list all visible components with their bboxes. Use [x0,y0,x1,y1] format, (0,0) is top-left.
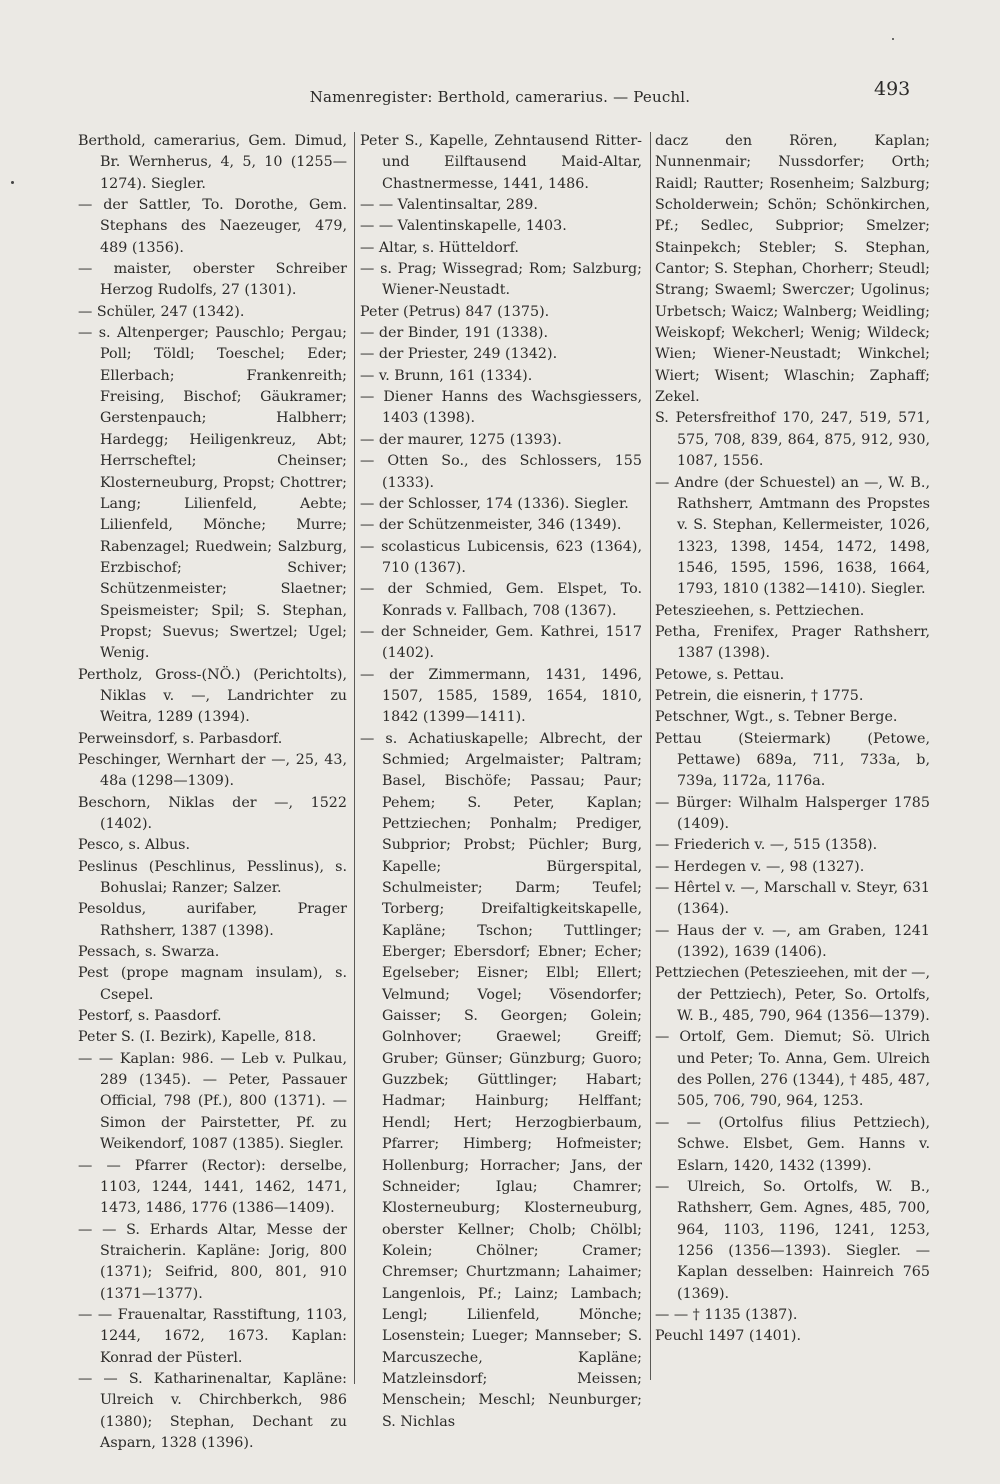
margin-speck [11,181,14,184]
margin-speck-top [892,38,894,40]
index-entry: — scolasticus Lubicensis, 623 (1364), 710 (1367). [360,538,642,576]
index-entry: — Bürger: Wilhalm Halsperger 1785 (1409). [655,794,930,832]
index-entry: — — Valentinskapelle, 1403. [360,218,567,235]
column-rule-right [650,132,651,1380]
index-entry: Pestorf, s. Paasdorf. [78,1008,222,1025]
index-entry: — v. Brunn, 161 (1334). [360,367,533,384]
index-entry: — Diener Hanns des Wachsgiessers, 1403 (1398). [360,389,642,427]
index-entry: — — † 1135 (1387). [655,1306,798,1323]
index-entry: — der Priester, 249 (1342). [360,346,558,363]
index-entry: — Friederich v. —, 515 (1358). [655,837,878,854]
page-number: 493 [874,78,911,100]
index-entry: — der Schmied, Gem. Elspet, To. Konrads v. Fallbach, 708 (1367). [360,581,642,619]
index-entry: Berthold, camerarius, Gem. Dimud, Br. Wernherus, 4, 5, 10 (1255—1274). Siegler. [78,133,347,192]
index-entry: — Schüler, 247 (1342). [78,303,245,320]
index-entry: S. Petersfreithof 170, 247, 519, 571, 575, 708, 839, 864, 875, 912, 930, 1087, 1556. [655,410,930,470]
index-entry: Peteszieehen, s. Pettziechen. [655,602,865,619]
index-entry: — Hêrtel v. —, Marschall v. Steyr, 631 (1364). [655,880,930,918]
index-entry: Petha, Frenifex, Prager Rathsherr, 1387 (1398). [655,623,930,662]
index-entry: Beschorn, Niklas der —, 1522 (1402). [78,794,347,832]
index-entry: Perweinsdorf, s. Parbasdorf. [78,730,283,747]
index-entry: — — S. Katharinenaltar, Kapläne: Ulreich v. Chirchberkch, 986 (1380); Stephan, Dechant zu Asparn, 1328 (1396). [78,1370,347,1451]
index-column-2 [360,131,642,1433]
index-entry: Peslinus (Peschlinus, Pesslinus), s. Bohuslai; Ranzer; Salzer. [78,858,347,897]
index-entry: — — Kaplan: 986. — Leb v. Pulkau, 289 (1345). — Peter, Passauer Official, 798 (Pf.), 800 (1371). — Simon der Pairstetter, Pf. zu Weikendorf, 1087 (1385). Siegler. [78,1050,347,1153]
index-column-1 [78,131,347,1454]
index-entry: Peter (Petrus) 847 (1375). [360,303,550,320]
index-entry: dacz den Rören, Kaplan; Nunnenmair; Nussdorfer; Orth; Raidl; Rautter; Rosenheim; Salzburg; Scholderwein; Schön; Schönkirchen, Pf.; Sedlec, Subprior; Smelzer; Stainpekch; Stebler; S. Stephan, Cantor; S. Stephan, Chorherr; Steudl; Strang; Swaeml; Swerczer; Ugolinus; Urbetsch; Waicz; Walnberg; Weidling; Weiskopf; Wekcherl; Wenig; Wildeck; Wien; Wiener-Neustadt; Winkchel; Wiert; Wisent; Wlaschin; Zaphaff; Zekel. [655,133,930,406]
index-entry: — s. Prag; Wissegrad; Rom; Salzburg; Wiener-Neustadt. [360,261,642,299]
index-entry: Pesco, s. Albus. [78,837,191,854]
index-entry: — Andre (der Schuestel) an —, W. B., Rathsherr, Amtmann des Propstes v. S. Stephan, Kellermeister, 1026, 1323, 1398, 1454, 1472, 1498, 1546, 1595, 1596, 1638, 1664, 1793, 1810 (1382—1410). Siegler. [655,474,930,598]
index-entry: — Haus der v. —, am Graben, 1241 (1392), 1639 (1406). [655,922,930,961]
index-entry: Pesoldus, aurifaber, Prager Rathsherr, 1387 (1398). [78,901,347,939]
index-entry: Peter S., Kapelle, Zehntausend Ritter- und Eilftausend Maid-Altar, Chastnermesse, 1441, 1486. [360,133,642,192]
index-entry: — maister, oberster Schreiber Herzog Rudolfs, 27 (1301). [78,261,347,299]
index-entry: — — S. Erhards Altar, Messe der Straicherin. Kapläne: Jorig, 800 (1371); Seifrid, 800, 801, 910 (1371—1377). [78,1221,347,1302]
index-entry: — s. Altenperger; Pauschlo; Pergau; Poll; Töldl; Toeschel; Eder; Ellerbach; Frankenreith; Freising, Bischof; Gäukramer; Gerstenpauch; Halbherr; Hardegg; Heiligenkreuz, Abt; Herrscheftel; Cheinser; Klosterneuburg, Propst; Chottrer; Lang; Lilienfeld, Aebte; Lilienfeld, Mönche; Murre; Rabenzagel; Ruedwein; Salzburg, Erzbischof; Schiver; Schützenmeister; Slaetner; Speismeister; Spil; S. Stephan, Propst; Suevus; Swertzel; Ugel; Wenig. [78,325,347,662]
index-entry: — Ortolf, Gem. Diemut; Sö. Ulrich und Peter; To. Anna, Gem. Ulreich des Pollen, 276 (1344), † 485, 487, 505, 706, 790, 964, 1253. [655,1029,930,1110]
index-entry: Petowe, s. Pettau. [655,666,785,683]
index-entry: — — (Ortolfus filius Pettziech), Schwe. Elsbet, Gem. Hanns v. Eslarn, 1420, 1432 (1399). [655,1114,930,1174]
index-entry: — der Binder, 191 (1338). [360,325,549,342]
index-column-3 [655,131,930,1348]
running-head: Namenregister: Berthold, camerarius. — Peuchl. [309,88,691,106]
index-entry: Pest (prope magnam insulam), s. Csepel. [78,965,347,1003]
index-entry: Pertholz, Gross-(NÖ.) (Perichtolts), Niklas v. —, Landrichter zu Weitra, 1289 (1394). [78,666,347,726]
index-entry: Petrein, die eisnerin, † 1775. [655,687,864,704]
index-entry: Peuchl 1497 (1401). [655,1328,801,1345]
index-entry: — der Schneider, Gem. Kathrei, 1517 (1402). [360,623,642,662]
index-entry: — der Schlosser, 174 (1336). Siegler. [360,495,629,512]
index-entry: — s. Achatiuskapelle; Albrecht, der Schmied; Argelmaister; Paltram; Basel, Bischöfe; Passau; Paur; Pehem; S. Peter, Kaplan; Pettziechen; Ponhalm; Prediger, Subprior; Probst; Püchler; Burg, Kapelle; Bürgerspital, Schulmeister; Darm; Teufel; Torberg; Dreifaltigkeitskapelle, Kapläne; Tschon; Tuttlinger; Eberger; Ebersdorf; Ebner; Echer; Egelseber; Eisner; Elbl; Ellert; Velmund; Vogel; Vösendorfer; Gaisser; S. Georgen; Golein; Golnhover; Graewel; Greiff; Gruber; Günser; Günzburg; Guoro; Guzzbek; Güttlinger; Habart; Hadmar; Hainburg; Helffant; Hendl; Hert; Herzogbierbaum, Pfarrer; Himberg; Hofmeister; Hollenburg; Horracher; Jans, der Schneider; Iglau; Chamrer; Klosterneuburg; Klosterneuburg, oberster Kellner; Cholb; Chölbl; Kolein; Chölner; Cramer; Chremser; Churtzmann; Lahaimer; Langenlois, Pf.; Lainz; Lambach; Lengl; Lilienfeld, Mönche; Losenstein; Lueger; Mannseber; S. Marcuszeche, Kapläne; Matzleinsdorf; Meissen; Menschein; Meschl; Neunburger; S. Nichlas [360,730,642,1430]
index-entry: — — Pfarrer (Rector): derselbe, 1103, 1244, 1441, 1462, 1471, 1473, 1486, 1776 (1386—1409). [78,1157,347,1217]
index-entry: Peschinger, Wernhart der —, 25, 43, 48a (1298—1309). [78,751,347,790]
index-entry: — der Sattler, To. Dorothe, Gem. Stephans des Naezeuger, 479, 489 (1356). [78,197,347,256]
index-entry: Pettziechen (Peteszieehen, mit der —, der Pettziech), Peter, So. Ortolfs, W. B., 485, 790, 964 (1356—1379). [655,965,930,1025]
index-entry: Petschner, Wgt., s. Tebner Berge. [655,709,898,726]
index-entry: — — Valentinsaltar, 289. [360,197,538,214]
index-entry: Peter S. (I. Bezirk), Kapelle, 818. [78,1029,317,1046]
index-entry: — der Schützenmeister, 346 (1349). [360,517,622,534]
index-entry: — Otten So., des Schlossers, 155 (1333). [360,453,642,491]
index-entry: — der Zimmermann, 1431, 1496, 1507, 1585, 1589, 1654, 1810, 1842 (1399—1411). [360,666,642,726]
index-entry: — Ulreich, So. Ortolfs, W. B., Rathsherr, Gem. Agnes, 485, 700, 964, 1103, 1196, 1241, 1253, 1256 (1356—1393). Siegler. — Kaplan desselben: Hainreich 765 (1369). [655,1178,930,1302]
index-entry: — der maurer, 1275 (1393). [360,431,562,448]
index-entry: — Altar, s. Hütteldorf. [360,239,519,256]
index-entry: Pessach, s. Swarza. [78,944,220,961]
index-entry: — Herdegen v. —, 98 (1327). [655,858,865,875]
column-rule-left [354,132,355,1384]
index-entry: Pettau (Steiermark) (Petowe, Pettawe) 689a, 711, 733a, b, 739a, 1172a, 1176a. [655,730,930,790]
index-entry: — — Frauenaltar, Rasstiftung, 1103, 1244, 1672, 1673. Kaplan: Konrad der Püsterl. [78,1306,347,1366]
